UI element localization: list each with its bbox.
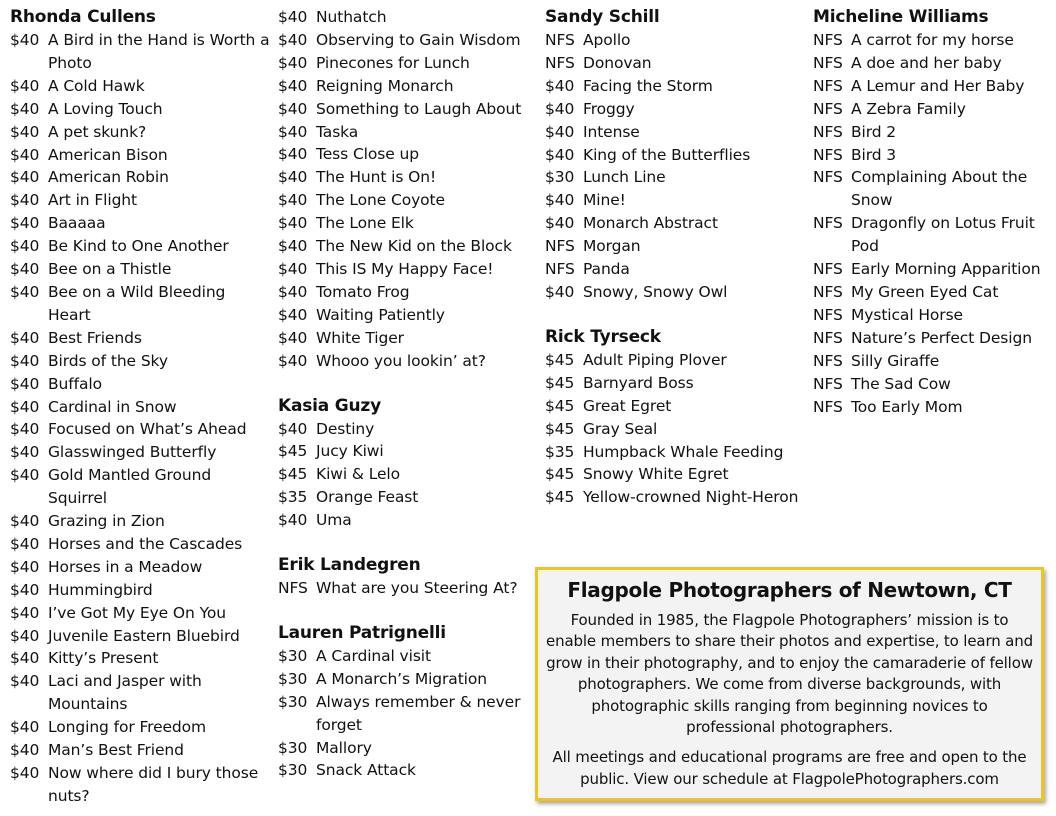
artwork-title: Mine!	[583, 191, 626, 210]
artwork-title: Always remember & never forget	[316, 692, 521, 734]
artwork-price: $40	[10, 397, 40, 416]
artwork-price: $40	[10, 282, 40, 301]
artwork-row	[545, 418, 807, 441]
artwork-title: Taska	[316, 122, 359, 141]
artwork-row	[278, 235, 538, 258]
artwork-row	[545, 349, 807, 372]
price-list-column-3	[545, 6, 807, 509]
artwork-price: $40	[10, 76, 40, 95]
artwork-row	[278, 440, 538, 463]
artwork-row	[10, 602, 272, 625]
artwork-price: NFS	[545, 237, 575, 256]
artwork-row	[278, 29, 538, 52]
artwork-title: Art in Flight	[48, 191, 138, 210]
artwork-row	[545, 52, 807, 75]
artwork-title: Focused on What’s Ahead	[48, 420, 247, 439]
artwork-row	[10, 258, 272, 281]
artwork-row	[813, 281, 1049, 304]
artwork-row	[10, 418, 272, 441]
artwork-row	[545, 281, 807, 304]
artwork-price: NFS	[813, 374, 843, 393]
artwork-row	[10, 396, 272, 419]
artwork-title: Birds of the Sky	[48, 351, 168, 370]
artwork-title: Intense	[583, 122, 640, 141]
artwork-price: $40	[278, 282, 308, 301]
artwork-title: American Robin	[48, 168, 169, 187]
artwork-title: Laci and Jasper with Mountains	[48, 672, 202, 714]
artwork-price: $30	[278, 692, 308, 711]
artwork-price: $40	[10, 191, 40, 210]
artwork-row	[813, 166, 1049, 212]
artwork-title: A Zebra Family	[851, 99, 966, 118]
artwork-title: Snowy White Egret	[583, 465, 729, 484]
artwork-title: Jucy Kiwi	[316, 442, 384, 461]
artwork-title: Humpback Whale Feeding	[583, 442, 784, 461]
artwork-row	[10, 121, 272, 144]
artwork-price: $40	[278, 191, 308, 210]
artwork-row	[545, 166, 807, 189]
artwork-price: $40	[278, 53, 308, 72]
artwork-row	[278, 166, 538, 189]
artwork-row	[278, 668, 538, 691]
artwork-price: $40	[10, 374, 40, 393]
artwork-row	[10, 625, 272, 648]
artwork-row	[10, 144, 272, 167]
artwork-price: $40	[10, 649, 40, 668]
artwork-row	[545, 486, 807, 509]
artwork-price: $40	[10, 580, 40, 599]
artwork-title: Juvenile Eastern Bluebird	[48, 626, 240, 645]
price-list-column-2	[278, 6, 538, 782]
artwork-price: $40	[10, 443, 40, 462]
artwork-price: NFS	[545, 31, 575, 49]
artist-name: Lauren Patrignelli	[278, 622, 446, 643]
artwork-title: Longing for Freedom	[48, 718, 207, 737]
artwork-price: $45	[278, 442, 308, 461]
artwork-title: Gray Seal	[583, 419, 658, 438]
artwork-row	[813, 327, 1049, 350]
artwork-title: Now where did I bury those nuts?	[48, 764, 259, 805]
artist-section	[545, 6, 807, 304]
artwork-title: Mystical Horse	[851, 305, 963, 324]
artwork-title: A Loving Touch	[48, 99, 163, 118]
artwork-title: This IS My Happy Face!	[316, 259, 494, 278]
artwork-price: $40	[278, 511, 308, 530]
artwork-row	[10, 739, 272, 762]
artwork-price: $40	[545, 122, 575, 141]
artwork-title: The Lone Coyote	[316, 191, 445, 210]
artwork-row	[10, 556, 272, 579]
artwork-price: $40	[10, 512, 40, 531]
artwork-title: Hummingbird	[48, 580, 153, 599]
artwork-price: $40	[10, 557, 40, 576]
artwork-price: NFS	[813, 122, 843, 141]
club-meetings-paragraph: All meetings and educational programs are free and open to the public. View our schedule at FlagpolePhotographers.com	[552, 748, 1027, 788]
artwork-title: I’ve Got My Eye On You	[48, 603, 227, 622]
artwork-price: $35	[278, 488, 308, 507]
artwork-price: $40	[278, 168, 308, 187]
artwork-price: NFS	[813, 282, 843, 301]
artwork-row	[813, 350, 1049, 373]
artwork-row	[10, 647, 272, 670]
artwork-row	[545, 144, 807, 167]
artwork-title: Barnyard Boss	[583, 373, 694, 392]
artwork-title: Horses and the Cascades	[48, 534, 243, 553]
artwork-price: NFS	[813, 53, 843, 72]
artwork-title: Reigning Monarch	[316, 76, 454, 95]
artwork-price: $45	[545, 373, 575, 392]
artwork-row	[545, 212, 807, 235]
artwork-price: $40	[278, 30, 308, 49]
artwork-price: NFS	[813, 305, 843, 324]
artwork-row	[10, 350, 272, 373]
artwork-title: Facing the Storm	[583, 76, 713, 95]
artwork-title: A Cold Hawk	[48, 76, 145, 95]
artist-name: Kasia Guzy	[278, 395, 382, 416]
artist-name: Rhonda Cullens	[10, 7, 156, 27]
artwork-price: $45	[545, 419, 575, 438]
artwork-row	[278, 327, 538, 350]
artwork-price: $45	[545, 350, 575, 369]
artwork-title: Gold Mantled Ground Squirrel	[48, 466, 212, 508]
artwork-price: NFS	[813, 351, 843, 370]
artwork-row	[10, 166, 272, 189]
artwork-price: $40	[545, 282, 575, 301]
artwork-title: Bee on a Thistle	[48, 260, 172, 279]
artwork-row	[545, 372, 807, 395]
artwork-row	[10, 281, 272, 327]
artwork-title: Monarch Abstract	[583, 214, 718, 233]
artwork-title: Tess Close up	[316, 145, 419, 164]
artwork-price: NFS	[813, 397, 843, 416]
artwork-price: $40	[10, 626, 40, 645]
artwork-row	[10, 510, 272, 533]
artwork-title: Cardinal in Snow	[48, 397, 177, 416]
artwork-row	[813, 75, 1049, 98]
artwork-price: $30	[545, 168, 575, 187]
artist-name: Sandy Schill	[545, 7, 660, 27]
artwork-price: $45	[278, 465, 308, 484]
artwork-price: $40	[10, 214, 40, 233]
artwork-price: $40	[545, 191, 575, 210]
artwork-title: Horses in a Meadow	[48, 557, 203, 576]
artwork-title: Snack Attack	[316, 761, 416, 780]
artist-name: Micheline Williams	[813, 7, 989, 27]
artwork-title: Yellow-crowned Night-Heron	[583, 488, 799, 507]
artwork-row	[278, 463, 538, 486]
artwork-title: Be Kind to One Another	[48, 237, 229, 256]
artwork-price: $40	[278, 214, 308, 233]
artwork-row	[10, 29, 272, 75]
artwork-row	[545, 258, 807, 281]
artwork-price: $40	[278, 419, 308, 438]
artwork-title: Man’s Best Friend	[48, 741, 184, 760]
artwork-price: $40	[10, 672, 40, 691]
artwork-price: NFS	[813, 168, 843, 187]
artwork-title: Destiny	[316, 419, 375, 438]
artwork-price: $40	[10, 764, 40, 782]
artwork-title: Kitty’s Present	[48, 649, 159, 668]
artwork-price: $40	[10, 328, 40, 347]
artwork-title: Bird 3	[851, 145, 897, 164]
artwork-row	[545, 75, 807, 98]
artwork-price: $40	[10, 534, 40, 553]
artwork-row	[10, 373, 272, 396]
artwork-title: What are you Steering At?	[316, 579, 518, 598]
artwork-row	[813, 98, 1049, 121]
artist-section	[10, 6, 272, 808]
artwork-price: $40	[278, 237, 308, 256]
club-info-box	[535, 567, 1044, 801]
artwork-row	[278, 212, 538, 235]
artwork-title: Whooo you lookin’ at?	[316, 351, 486, 370]
artwork-price: $40	[10, 237, 40, 256]
artwork-title: Uma	[316, 511, 352, 530]
artwork-title: Donovan	[583, 53, 652, 72]
artwork-price: $40	[278, 305, 308, 324]
price-list-column-4	[813, 6, 1049, 418]
artwork-row	[278, 281, 538, 304]
artwork-title: Morgan	[583, 237, 641, 256]
artwork-title: Observing to Gain Wisdom	[316, 30, 521, 49]
artwork-row	[278, 143, 538, 166]
artwork-row	[10, 212, 272, 235]
artwork-price: $40	[278, 8, 308, 26]
artwork-price: NFS	[813, 99, 843, 118]
artwork-price: $40	[10, 351, 40, 370]
artwork-row	[278, 737, 538, 760]
artwork-price: $30	[278, 738, 308, 757]
artwork-row	[278, 350, 538, 373]
artist-section	[278, 6, 538, 373]
artist-section	[545, 326, 807, 509]
artwork-row	[278, 509, 538, 532]
artwork-title: Best Friends	[48, 328, 142, 347]
club-name: Flagpole Photographers of Newtown, CT	[567, 578, 1012, 602]
artwork-price: $40	[10, 31, 40, 49]
artwork-row	[813, 373, 1049, 396]
artist-section	[278, 395, 538, 533]
artwork-price: $45	[545, 465, 575, 484]
artwork-price: $30	[278, 761, 308, 780]
artwork-row	[10, 327, 272, 350]
artwork-row	[545, 441, 807, 464]
artwork-title: Early Morning Apparition	[851, 260, 1041, 279]
artwork-title: Silly Giraffe	[851, 351, 940, 370]
artwork-price: $40	[278, 145, 308, 164]
artwork-title: American Bison	[48, 145, 168, 164]
artwork-title: Panda	[583, 260, 630, 279]
artwork-row	[278, 258, 538, 281]
artwork-price: $40	[545, 214, 575, 233]
artwork-row	[10, 98, 272, 121]
artwork-title: Waiting Patiently	[316, 305, 445, 324]
artwork-title: White Tiger	[316, 328, 404, 347]
artwork-row	[545, 235, 807, 258]
artwork-title: Baaaaa	[48, 214, 106, 233]
artwork-title: Pinecones for Lunch	[316, 53, 470, 72]
artwork-row	[545, 395, 807, 418]
artwork-row	[813, 396, 1049, 419]
artwork-row	[10, 716, 272, 739]
artwork-title: Nature’s Perfect Design	[851, 328, 1032, 347]
artist-name: Erik Landegren	[278, 555, 421, 576]
artwork-title: Tomato Frog	[316, 282, 410, 301]
artwork-price: NFS	[813, 145, 843, 164]
artwork-price: $40	[10, 122, 40, 141]
artwork-row	[278, 6, 538, 29]
artwork-title: Snowy, Snowy Owl	[583, 282, 728, 301]
artwork-row	[545, 189, 807, 212]
artwork-title: Mallory	[316, 738, 372, 757]
artwork-price: $40	[10, 168, 40, 187]
artwork-price: $40	[10, 603, 40, 622]
artwork-title: Orange Feast	[316, 488, 419, 507]
artwork-price: $40	[10, 718, 40, 737]
artwork-row	[278, 52, 538, 75]
artwork-title: The New Kid on the Block	[316, 237, 512, 256]
artist-section	[278, 554, 538, 600]
artwork-row	[813, 121, 1049, 144]
club-mission-paragraph: Founded in 1985, the Flagpole Photographers’ mission is to enable members to share their photos and expertise, to learn and grow in their photography, and to enjoy the camaraderie of fellow photographers. We come from diverse backgrounds, with photographic skills ranging from beginning novices to professional photographers.	[546, 611, 1033, 737]
artwork-price: NFS	[813, 214, 843, 233]
artwork-title: The Hunt is On!	[316, 168, 437, 187]
artwork-row	[545, 121, 807, 144]
artwork-title: Grazing in Zion	[48, 512, 165, 531]
artwork-row	[10, 441, 272, 464]
artwork-title: Buffalo	[48, 374, 102, 393]
artwork-title: Adult Piping Plover	[583, 350, 727, 369]
artwork-title: Bird 2	[851, 122, 897, 141]
artwork-row	[278, 98, 538, 121]
artwork-title: Dragonfly on Lotus Fruit Pod	[851, 214, 1035, 256]
artwork-row	[278, 304, 538, 327]
artwork-row	[10, 189, 272, 212]
artwork-price: NFS	[278, 579, 308, 598]
artwork-row	[813, 258, 1049, 281]
artwork-price: NFS	[545, 260, 575, 279]
artwork-price: $45	[545, 396, 575, 415]
artwork-title: Froggy	[583, 99, 635, 118]
artwork-price: $30	[278, 646, 308, 665]
artwork-row	[10, 670, 272, 716]
artwork-title: King of the Butterflies	[583, 145, 751, 164]
artwork-row	[278, 75, 538, 98]
artwork-row	[10, 762, 272, 808]
artwork-price: $40	[278, 351, 308, 370]
artwork-price: $40	[278, 122, 308, 141]
artwork-row	[278, 645, 538, 668]
artwork-title: A Lemur and Her Baby	[851, 76, 1025, 95]
artist-section	[278, 622, 538, 782]
artwork-price: $40	[278, 328, 308, 347]
artwork-title: The Lone Elk	[316, 214, 414, 233]
artwork-title: Kiwi & Lelo	[316, 465, 400, 484]
artwork-price: $40	[545, 145, 575, 164]
artwork-title: A Monarch’s Migration	[316, 669, 487, 688]
artwork-price: NFS	[545, 53, 575, 72]
artwork-row	[278, 759, 538, 782]
artwork-price: $40	[278, 259, 308, 278]
artist-name: Rick Tyrseck	[545, 326, 661, 347]
artwork-title: Too Early Mom	[851, 397, 963, 416]
artwork-row	[10, 235, 272, 258]
artwork-row	[813, 212, 1049, 258]
artwork-title: Bee on a Wild Bleeding Heart	[48, 282, 226, 324]
artwork-row	[278, 691, 538, 737]
artwork-price: NFS	[813, 328, 843, 347]
artwork-row	[10, 464, 272, 510]
artwork-price: $40	[545, 99, 575, 118]
artwork-price: $40	[10, 420, 40, 439]
artwork-title: Nuthatch	[316, 8, 387, 26]
artwork-row	[813, 29, 1049, 52]
artwork-row	[545, 463, 807, 486]
artwork-price: $40	[278, 76, 308, 95]
artwork-title: A pet skunk?	[48, 122, 147, 141]
artwork-row	[813, 144, 1049, 167]
price-list-column-1	[10, 6, 272, 808]
artwork-price: $40	[10, 741, 40, 760]
artwork-price: $40	[10, 466, 40, 485]
artwork-title: Complaining About the Snow	[851, 168, 1028, 210]
artwork-title: Glasswinged Butterfly	[48, 443, 217, 462]
artwork-row	[545, 29, 807, 52]
artwork-price: NFS	[813, 31, 843, 49]
artwork-row	[278, 418, 538, 441]
artwork-title: A doe and her baby	[851, 53, 1002, 72]
artwork-title: Something to Laugh About	[316, 99, 522, 118]
artwork-row	[10, 533, 272, 556]
artwork-row	[813, 52, 1049, 75]
artwork-title: Lunch Line	[583, 168, 666, 187]
artwork-price: $40	[545, 76, 575, 95]
artist-section	[813, 6, 1049, 418]
artwork-row	[278, 189, 538, 212]
artwork-row	[813, 304, 1049, 327]
artwork-row	[545, 98, 807, 121]
artwork-title: My Green Eyed Cat	[851, 282, 999, 301]
artwork-price: $40	[10, 145, 40, 164]
artwork-price: $40	[278, 99, 308, 118]
artwork-price: $35	[545, 442, 575, 461]
artwork-title: Apollo	[583, 31, 631, 49]
artwork-row	[278, 486, 538, 509]
artwork-price: NFS	[813, 260, 843, 279]
artwork-title: A carrot for my horse	[851, 31, 1014, 49]
artwork-price: $30	[278, 669, 308, 688]
artwork-row	[278, 121, 538, 144]
artwork-title: A Cardinal visit	[316, 646, 431, 665]
artwork-price: NFS	[813, 76, 843, 95]
artwork-row	[10, 75, 272, 98]
artwork-title: A Bird in the Hand is Worth a Photo	[48, 31, 270, 72]
artwork-row	[10, 579, 272, 602]
artwork-row	[278, 577, 538, 600]
artwork-price: $40	[10, 260, 40, 279]
artwork-title: Great Egret	[583, 396, 672, 415]
artwork-title: The Sad Cow	[851, 374, 951, 393]
artwork-price: $45	[545, 488, 575, 507]
artwork-price: $40	[10, 99, 40, 118]
